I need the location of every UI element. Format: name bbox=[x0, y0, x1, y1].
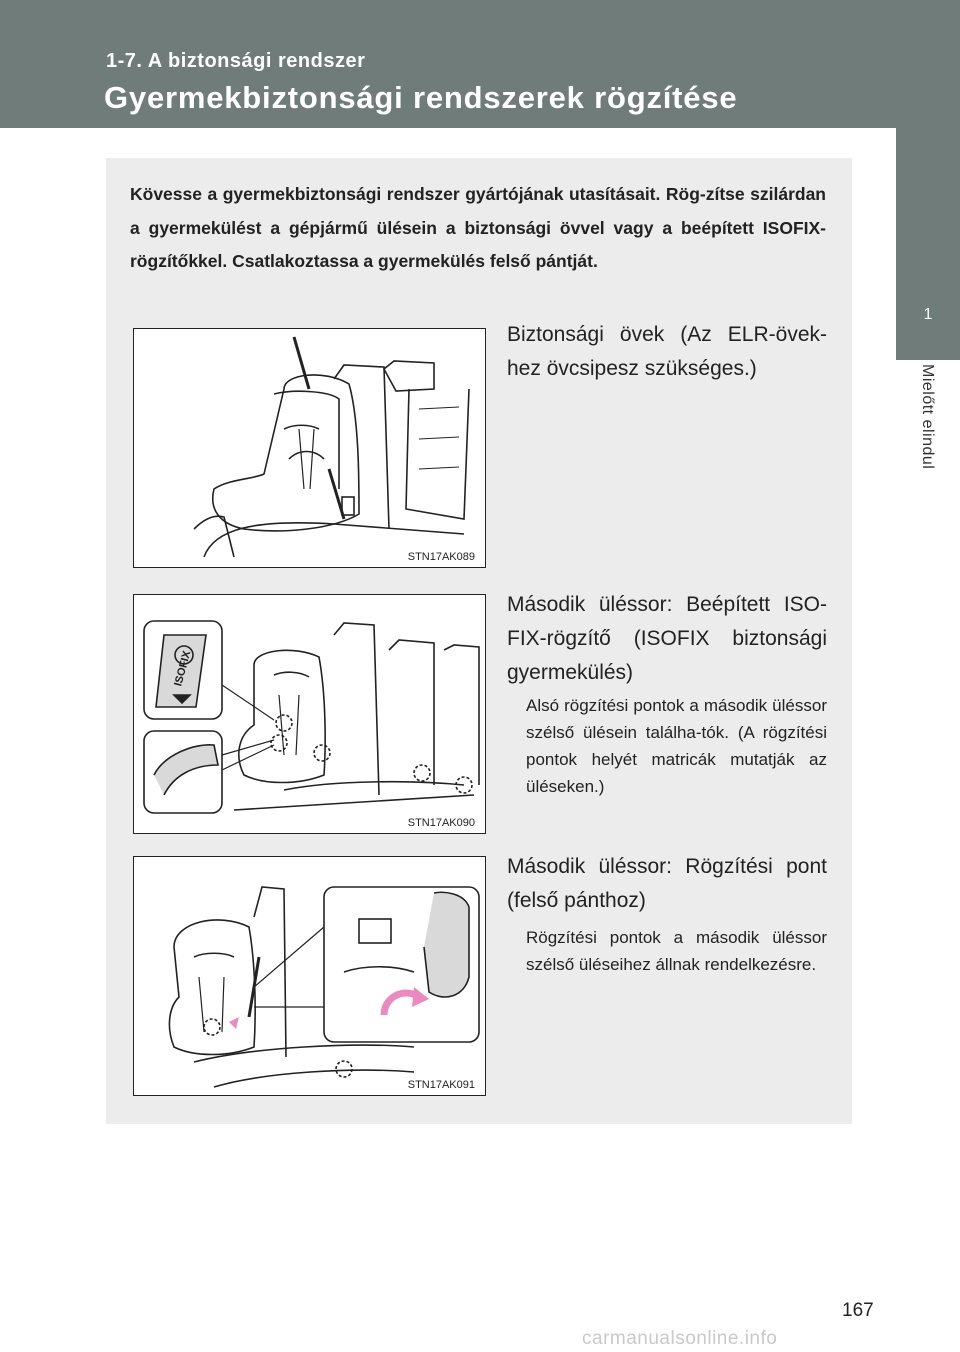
detail-isofix: Alsó rögzítési pontok a második üléssor szélső ülésein találha-tók. (A rögzítési pontok helyét matricák mutatják az üléseken.) bbox=[526, 696, 827, 796]
page-header bbox=[0, 0, 960, 128]
child-seat-belt-drawing bbox=[134, 329, 485, 567]
detail-top-tether: Rögzítési pontok a második üléssor szélső üléseihez állnak rendelkezésre. bbox=[526, 928, 827, 974]
illustration-seat-belt bbox=[133, 328, 486, 568]
image-code: STN17AK091 bbox=[407, 1079, 475, 1091]
illustration-isofix bbox=[133, 594, 486, 834]
chapter-label bbox=[896, 364, 960, 524]
page-title: Gyermekbiztonsági rendszerek rögzítése bbox=[104, 80, 738, 115]
intro-paragraph: Kövesse a gyermekbiztonsági rendszer gyártójának utasításait. Rög-zítse szilárdan a gyermekülést a gépjármű ülésein a biztonsági övvel vagy a beépített ISOFIX-rögzítőkkel. Csatlakoztassa a gyermekülés felső pántját. bbox=[130, 184, 826, 271]
section-heading: 1-7. A biztonsági rendszer bbox=[106, 50, 366, 72]
illustration-top-tether bbox=[133, 856, 486, 1096]
page-number: 167 bbox=[842, 1300, 874, 1321]
chapter-number: 1 bbox=[923, 306, 933, 323]
isofix-drawing bbox=[134, 595, 485, 833]
caption-isofix: Második üléssor: Beépített ISO-FIX-rögzítő (ISOFIX biztonsági gyermekülés) bbox=[507, 593, 827, 684]
image-code: STN17AK090 bbox=[407, 817, 475, 829]
caption-seat-belts: Biztonsági övek (Az ELR-övek-hez övcsipesz szükséges.) bbox=[507, 323, 827, 380]
caption-top-tether: Második üléssor: Rögzítési pont (felső pánthoz) bbox=[507, 855, 827, 912]
isofix-sticker-text: ISOFIX bbox=[172, 649, 194, 688]
watermark: carmanualsonline.info bbox=[582, 1328, 778, 1349]
image-code: STN17AK089 bbox=[407, 551, 475, 563]
chapter-label-text: Mielőtt elindul bbox=[919, 364, 936, 470]
top-tether-drawing bbox=[134, 857, 485, 1095]
chapter-tab bbox=[896, 0, 960, 360]
